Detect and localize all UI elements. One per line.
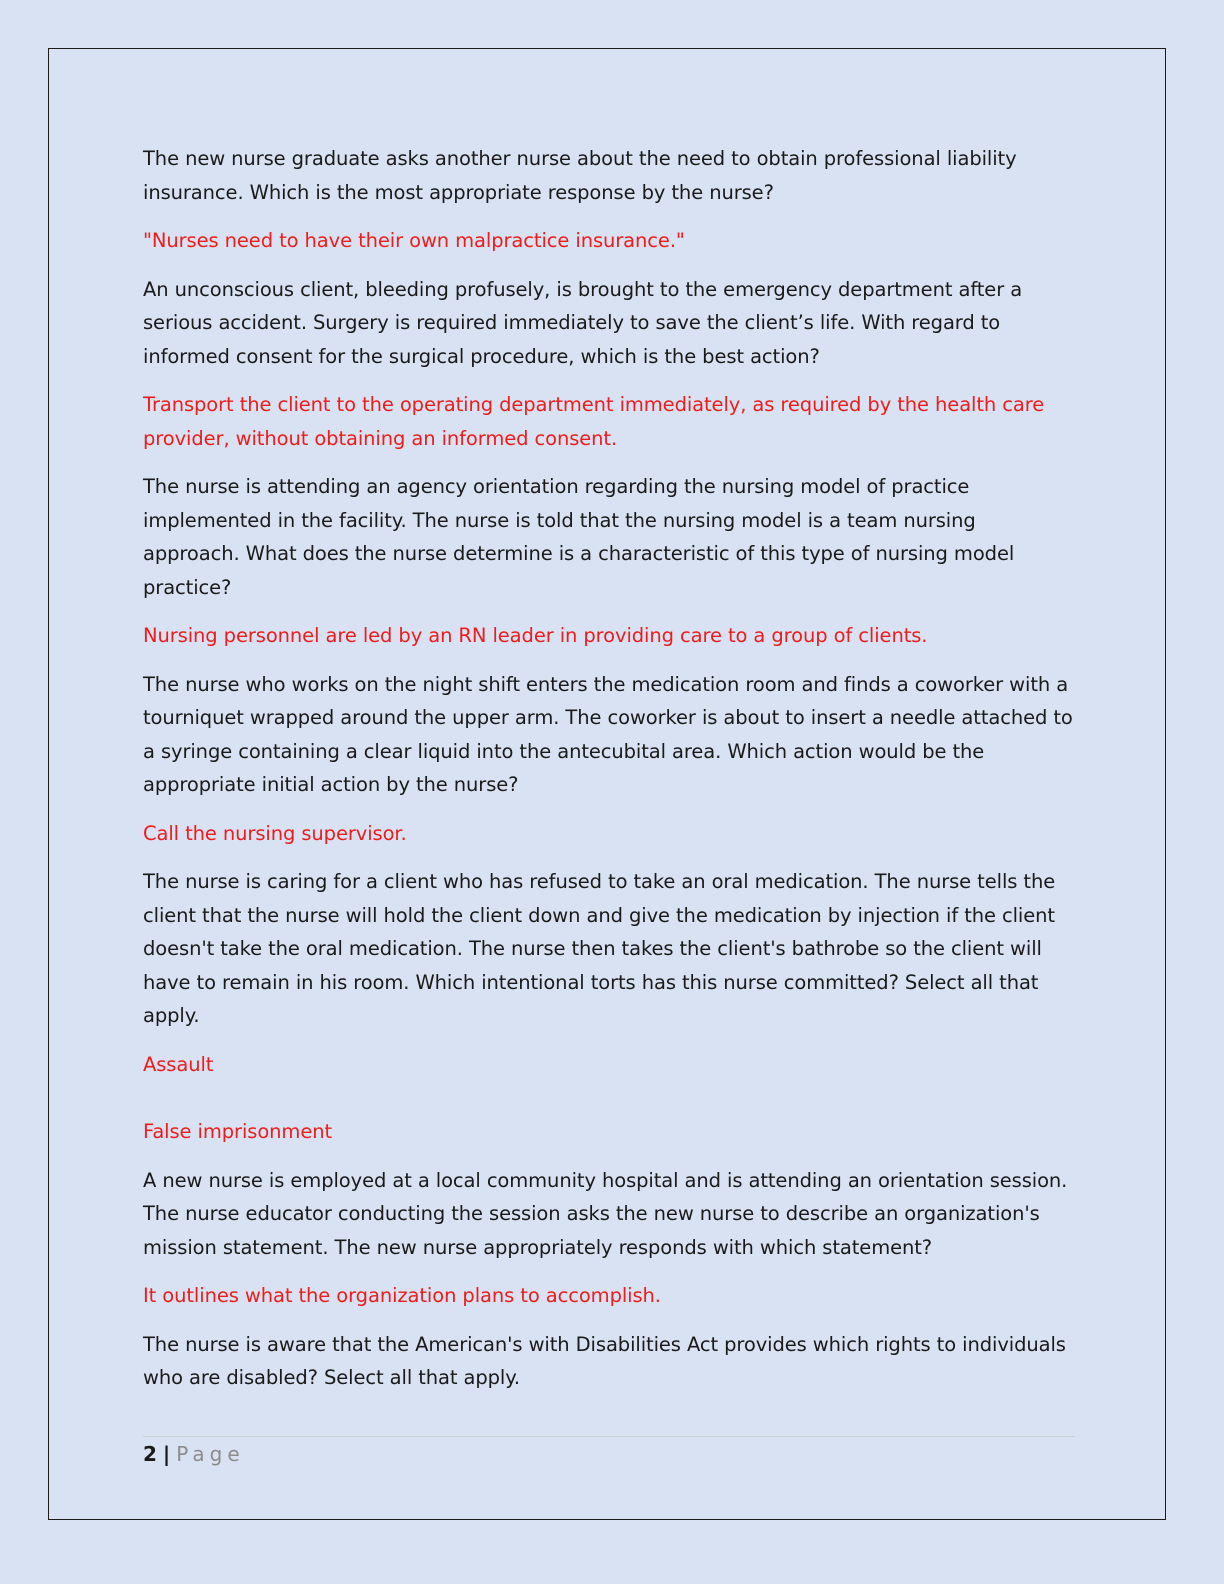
footer-separator: | [162, 1442, 171, 1466]
answer-text: Call the nursing supervisor. [143, 821, 407, 845]
page-number: 2 [143, 1442, 157, 1466]
question-text: An unconscious client, bleeding profusely, is brought to the emergency department after a serious accident. Surgery is required immediately to save the client’s life. With regard to informed consent for the surgical procedure, which is the best action? [143, 277, 1023, 368]
page-label: Page [176, 1442, 245, 1466]
answer-text: Transport the client to the operating department immediately, as required by the health care provider, without obtaining an informed consent. [143, 393, 1045, 450]
footer-divider [143, 1436, 1075, 1437]
question-text: The new nurse graduate asks another nurse about the need to obtain professional liability insurance. Which is the most appropriate response by the nurse? [143, 147, 1017, 204]
answer-text: False imprisonment [143, 1120, 333, 1143]
paragraph-spacer [143, 1096, 1078, 1115]
answer-text: "Nurses need to have their own malpractice insurance." [143, 229, 685, 252]
question-text: The nurse is aware that the American's with Disabilities Act provides which rights to individuals who are disabled? Select all that apply. [143, 1332, 1066, 1389]
page-footer [143, 1440, 245, 1468]
question-text: A new nurse is employed at a local community hospital and is attending an orientation session. The nurse educator conducting the session asks the new nurse to describe an organization's mission statement. The new nurse appropriately responds with which statement? [143, 1168, 1068, 1259]
answer-text: Nursing personnel are led by an RN leader in providing care to a group of clients. [143, 624, 928, 647]
question-text: The nurse is caring for a client who has refused to take an oral medication. The nurse tells the client that the nurse will hold the client down and give the medication by injection if the client doesn't take the oral medication. The nurse then takes the client's bathrobe so the client will have to remain in his room. Which intentional torts has this nurse committed? Select all that apply. [143, 870, 1056, 1027]
answer-text: It outlines what the organization plans to accomplish. [143, 1284, 661, 1307]
question-text: The nurse who works on the night shift enters the medication room and finds a coworker with a tourniquet wrapped around the upper arm. The coworker is about to insert a needle attached to a syringe containing a clear liquid into the antecubital area. Which action would be the appropriate initial action by the nurse? [143, 672, 1073, 796]
question-text: The nurse is attending an agency orientation regarding the nursing model of practice implemented in the facility. The nurse is told that the nursing model is a team nursing approach. What does the nurse determine is a characteristic of this type of nursing model practice? [143, 475, 1015, 599]
document-body [143, 142, 1078, 1410]
answer-text: Assault [143, 1052, 214, 1076]
